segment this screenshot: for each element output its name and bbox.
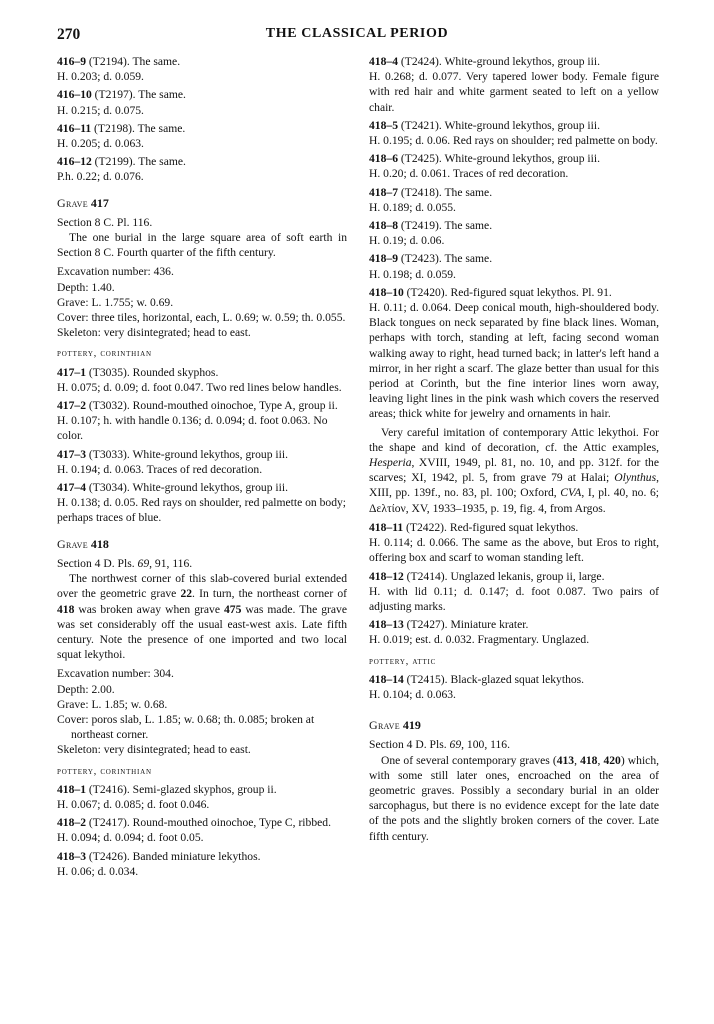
grave-dimensions: Grave: L. 1.85; w. 0.68. [57, 697, 168, 711]
grave-ref: 413 [556, 753, 575, 767]
entry-number: 418–5 [369, 118, 398, 132]
entry-title: (T2417). Round-mouthed oinochoe, Type C, ribbed. [85, 816, 331, 830]
desc-text: . In turn, the northeast corner of [192, 587, 347, 601]
grave-ref: 418 [580, 753, 598, 767]
grave-number: 418 [90, 536, 109, 551]
para-text: , XVIII, 1949, pl. 81, no. 10, and pp. 312f. for the scarves; XI, 1942, pl. 5, from grave 79 at Halai; [369, 456, 659, 485]
catalog-entry [57, 154, 347, 184]
entry-number: 418–12 [369, 569, 404, 583]
grave-dimensions: Grave: L. 1.755; w. 0.69. [57, 295, 174, 309]
catalog-entry [57, 782, 347, 812]
catalog-entry [369, 672, 659, 702]
entry-dimensions: H. 0.019; est. d. 0.032. Fragmentary. Unglazed. [369, 633, 590, 647]
grave-label: Grave [369, 718, 400, 733]
entry-title: (T2198). The same. [91, 121, 186, 135]
entry-number: 416–9 [57, 55, 86, 68]
entry-dimensions: H. 0.138; d. 0.05. Red rays on shoulder, red palmette on body; perhaps traces of blue. [57, 496, 347, 525]
page [57, 26, 660, 1006]
catalog-entry [57, 121, 347, 151]
entry-number: 418–2 [57, 816, 86, 830]
entry-number: 416–12 [57, 155, 92, 169]
entry-number: 416–11 [57, 121, 92, 135]
catalog-entry [57, 815, 347, 845]
entry-dimensions: H. 0.203; d. 0.059. [57, 70, 144, 84]
desc-text: was broken away when grave [74, 602, 224, 616]
page-header [57, 26, 657, 50]
entry-dimensions: H. 0.189; d. 0.055. [369, 200, 456, 214]
section-text: , 100, 116. [461, 738, 510, 752]
group-title: pottery, corinthian [57, 765, 152, 777]
desc-text: One of several contemporary graves ( [381, 753, 557, 767]
entry-dimensions: H. 0.194; d. 0.063. Traces of red decoration. [57, 462, 263, 476]
desc-text: The northwest corner of this slab-covered burial extended over the geometric grave [57, 572, 347, 601]
catalog-entry [369, 185, 659, 215]
entry-dimensions: H. 0.067; d. 0.085; d. foot 0.046. [57, 797, 210, 811]
entry-number: 418–13 [369, 618, 404, 632]
entry-dimensions: H. 0.20; d. 0.061. Traces of red decoration. [369, 167, 569, 181]
desc-text: , [574, 753, 581, 767]
entry-dimensions: H. 0.114; d. 0.066. The same as the above, but Eros to right, offering box and scarf to woman standing left. [369, 536, 659, 565]
grave-ref: 475 [223, 602, 242, 616]
grave-section [57, 556, 347, 571]
entry-dimensions: H. 0.205; d. 0.063. [57, 137, 144, 151]
entry-number: 418–4 [369, 55, 398, 68]
entry-title: (T2416). Semi-glazed skyphos, group ii. [85, 782, 277, 796]
entry-dimensions: H. 0.215; d. 0.075. [57, 103, 144, 117]
entry-title: (T2425). White-ground lekythos, group iii. [397, 152, 600, 166]
entry-number: 417–4 [57, 481, 86, 495]
publication-title: CVA [560, 486, 582, 500]
grave-ref: 22 [180, 587, 193, 601]
entry-number: 418–10 [369, 285, 404, 299]
desc-text: , [597, 753, 604, 767]
entry-dimensions: H. 0.268; d. 0.077. Very tapered lower body. Female figure with red hair and white garment seated to left on a yellow chair. [369, 70, 659, 114]
section-text: Section 4 D. Pls. [57, 556, 138, 570]
grave-description: The one burial in the large square area of soft earth in Section 8 C. Fourth quarter of the fifth century. [57, 231, 347, 260]
entry-number: 418–8 [369, 219, 398, 233]
grave-label: Grave [57, 536, 88, 551]
grave-section: Section 8 C. Pl. 116. [57, 215, 153, 229]
excavation-number: Excavation number: 304. [57, 667, 174, 681]
grave-section [369, 737, 659, 752]
entry-title: (T3034). White-ground lekythos, group iii. [85, 481, 288, 495]
plate-number: 69 [449, 738, 462, 752]
plate-number: 69 [137, 556, 150, 570]
catalog-entry [369, 251, 659, 281]
grave-description [57, 571, 347, 662]
entry-title: (T2419). The same. [397, 219, 493, 233]
entry-number: 417–3 [57, 447, 86, 461]
entry-dimensions: P.h. 0.22; d. 0.076. [57, 170, 144, 184]
entry-number: 418–1 [57, 782, 86, 796]
entry-title: (T2194). The same. [85, 55, 181, 68]
section-text: Section 4 D. Pls. [369, 738, 450, 752]
entry-dimensions: H. 0.06; d. 0.034. [57, 864, 139, 878]
entry-title: (T2427). Miniature krater. [403, 618, 529, 632]
comparanda-paragraph [369, 425, 659, 516]
grave-heading [369, 718, 659, 733]
cover: Cover: three tiles, horizontal, each, L. 0.69; w. 0.59; th. 0.055. [57, 311, 346, 325]
entry-number: 418–7 [369, 185, 398, 199]
desc-text: was made. The grave was set considerably off the usual east-west axis. Late fifth century. Note the presence of one imported and two local squat lekythoi. [57, 602, 347, 662]
publication-title: Olynthus [614, 471, 657, 485]
catalog-entry [369, 54, 659, 115]
entry-title: (T2423). The same. [397, 252, 493, 266]
entry-number: 417–1 [57, 365, 86, 379]
entry-dimensions: H. 0.19; d. 0.06. [369, 234, 445, 248]
entry-number: 418–6 [369, 152, 398, 166]
desc-text: ) which, with some still later ones, encroached on the area of geometric graves. Possibly a secondary burial in an older sarcophagus, but there is no evidence except for the late date of the pots and the slightly broken corners of the cover. Late fifth century. [369, 753, 660, 843]
entry-title: (T3035). Rounded skyphos. [85, 365, 219, 379]
entry-number: 418–14 [369, 672, 404, 686]
skeleton: Skeleton: very disintegrated; head to east. [57, 326, 251, 340]
cover: Cover: poros slab, L. 1.85; w. 0.68; th. 0.085; broken at northeast corner. [57, 712, 315, 742]
catalog-entry [57, 365, 347, 395]
group-title: pottery, corinthian [57, 348, 152, 360]
grave-label: Grave [57, 195, 88, 210]
catalog-entry [369, 520, 659, 566]
entry-number: 416–10 [57, 88, 92, 102]
entry-dimensions: H. 0.075; d. 0.09; d. foot 0.047. Two red lines below handles. [57, 380, 342, 394]
catalog-entry [57, 480, 347, 526]
entry-number: 418–3 [57, 849, 86, 863]
para-text: , I, pl. 40, no. 6; Δελτίον, XV, 1933–1935, p. 19, fig. 4, from Argos. [369, 486, 659, 515]
catalog-entry [369, 151, 659, 181]
catalog-entry [57, 849, 347, 879]
grave-number: 419 [402, 718, 421, 733]
entry-title: (T2414). Unglazed lekanis, group ii, large. [403, 569, 605, 583]
entry-title: (T2426). Banded miniature lekythos. [85, 849, 261, 863]
grave-number: 417 [90, 195, 109, 210]
entry-number: 417–2 [57, 399, 86, 413]
left-column [57, 54, 347, 882]
grave-ref: 418 [57, 602, 75, 616]
catalog-entry [369, 285, 659, 422]
grave-heading [57, 196, 347, 211]
grave-description [369, 753, 659, 844]
entry-title: (T2421). White-ground lekythos, group iii. [397, 118, 600, 132]
catalog-entry [369, 617, 659, 647]
right-column [369, 54, 659, 848]
depth: Depth: 1.40. [57, 280, 115, 294]
catalog-entry [369, 218, 659, 248]
entry-title: (T2199). The same. [91, 155, 186, 169]
catalog-entry [369, 569, 659, 615]
entry-title: (T3032). Round-mouthed oinochoe, Type A, group ii. [85, 399, 338, 413]
catalog-entry [369, 118, 659, 148]
entry-dimensions: H. 0.198; d. 0.059. [369, 267, 456, 281]
entry-dimensions: H. 0.195; d. 0.06. Red rays on shoulder; red palmette on body. [369, 134, 658, 148]
entry-title: (T2424). White-ground lekythos, group iii. [397, 55, 600, 68]
skeleton: Skeleton: very disintegrated; head to east. [57, 743, 251, 757]
entry-title: (T3033). White-ground lekythos, group iii. [85, 447, 288, 461]
entry-dimensions: H. 0.107; h. with handle 0.136; d. 0.094; d. foot 0.063. No color. [57, 414, 328, 443]
entry-dimensions: H. 0.094; d. 0.094; d. foot 0.05. [57, 831, 204, 845]
entry-dimensions: H. 0.104; d. 0.063. [369, 687, 456, 701]
entry-number: 418–9 [369, 252, 398, 266]
entry-dimensions: H. 0.11; d. 0.064. Deep conical mouth, high-shouldered body. Black tongues on neck separated by fine black lines. Woman, perhaps with torch, standing at left, facing second woman walking away to right, head turned back; in latter's left hand a mirror, in her right a scarf. The glaze better than usual for this period at Corinth, but the fine interior lines worn away, leaving light lines in the pink wash which covers the reserved areas; thick white for jewelry and ornaments in hair. [369, 301, 659, 421]
grave-ref: 420 [603, 753, 621, 767]
page-number: 270 [57, 26, 81, 43]
entry-title: (T2420). Red-figured squat lekythos. Pl. 91. [403, 285, 612, 299]
publication-title: Hesperia [369, 456, 412, 470]
entry-title: (T2422). Red-figured squat lekythos. [403, 520, 579, 534]
entry-dimensions: H. with lid 0.11; d. 0.147; d. foot 0.087. Two pairs of adjusting marks. [369, 584, 659, 613]
depth: Depth: 2.00. [57, 682, 115, 696]
catalog-entry [57, 54, 347, 84]
catalog-entry [57, 447, 347, 477]
section-text: , 91, 116. [149, 556, 193, 570]
para-text: , XIII, pp. 139f., no. 83, pl. 100; Oxford, [369, 471, 659, 500]
catalog-entry [57, 87, 347, 117]
para-text: Very careful imitation of contemporary Attic lekythoi. For the shape and kind of decoration, cf. the Attic examples, [369, 425, 659, 454]
entry-title: (T2197). The same. [91, 88, 186, 102]
running-title: THE CLASSICAL PERIOD [265, 26, 449, 41]
entry-number: 418–11 [369, 520, 404, 534]
group-title: pottery, attic [369, 655, 437, 667]
catalog-entry [57, 398, 347, 444]
entry-title: (T2415). Black-glazed squat lekythos. [403, 672, 585, 686]
excavation-number: Excavation number: 436. [57, 265, 174, 279]
entry-title: (T2418). The same. [397, 185, 493, 199]
grave-heading [57, 537, 347, 552]
